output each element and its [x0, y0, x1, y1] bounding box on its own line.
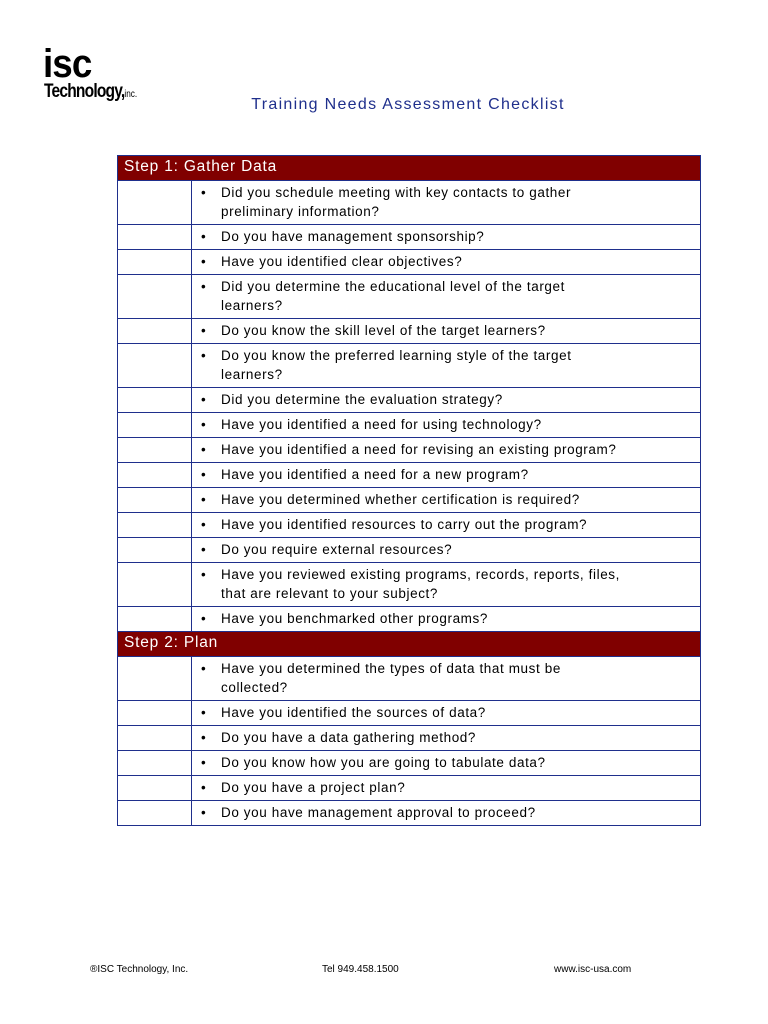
- checklist-item-text-line: Have you identified resources to carry out the program?: [221, 517, 588, 532]
- logo-technology-word: Technology,: [44, 81, 125, 102]
- checkbox-cell[interactable]: [118, 657, 192, 701]
- checklist-item: [192, 701, 700, 725]
- checkbox-cell[interactable]: [118, 563, 192, 607]
- question-cell: [192, 538, 701, 563]
- footer-phone: Tel 949.458.1500: [322, 964, 399, 975]
- checklist-item-text-line: learners?: [221, 367, 283, 382]
- checklist-row: [118, 463, 701, 488]
- question-cell: [192, 319, 701, 344]
- checklist-item: [192, 181, 700, 224]
- question-cell: [192, 250, 701, 275]
- checklist-row: [118, 701, 701, 726]
- bullet-icon: •: [201, 467, 207, 482]
- bullet-icon: •: [201, 279, 207, 294]
- logo-isc-text: isc: [43, 42, 92, 86]
- footer-website[interactable]: www.isc-usa.com: [554, 964, 632, 975]
- checklist-item: [192, 776, 700, 800]
- checklist-item: [192, 438, 700, 462]
- checklist-item-text-line: preliminary information?: [221, 204, 380, 219]
- checklist-item: [192, 751, 700, 775]
- checklist-item: [192, 463, 700, 487]
- bullet-icon: •: [201, 780, 207, 795]
- checklist-item: [192, 275, 700, 318]
- checklist-item-text-line: that are relevant to your subject?: [221, 586, 439, 601]
- checklist-row: [118, 413, 701, 438]
- checklist-row: [118, 751, 701, 776]
- checklist-item: [192, 657, 700, 700]
- bullet-icon: •: [201, 442, 207, 457]
- checklist-item: [192, 513, 700, 537]
- checklist-row: [118, 657, 701, 701]
- checklist-item-text-line: learners?: [221, 298, 283, 313]
- checklist-row: [118, 438, 701, 463]
- document-title: Training Needs Assessment Checklist: [251, 96, 565, 113]
- question-cell: [192, 563, 701, 607]
- question-cell: [192, 438, 701, 463]
- checklist-item-text-line: Do you have management sponsorship?: [221, 229, 485, 244]
- bullet-icon: •: [201, 730, 207, 745]
- checkbox-cell[interactable]: [118, 225, 192, 250]
- checklist-item-text-line: Did you schedule meeting with key contacts to gather: [221, 185, 572, 200]
- checklist-row: [118, 388, 701, 413]
- checklist-item: [192, 726, 700, 750]
- checklist-item: [192, 801, 700, 825]
- checklist-item-text-line: Do you have management approval to proceed?: [221, 805, 536, 820]
- checklist-item-text-line: Have you determined whether certification is required?: [221, 492, 580, 507]
- step-header-row: [118, 156, 701, 181]
- bullet-icon: •: [201, 805, 207, 820]
- checkbox-cell[interactable]: [118, 607, 192, 632]
- question-cell: [192, 225, 701, 250]
- checklist-row: [118, 319, 701, 344]
- question-cell: [192, 657, 701, 701]
- checklist-item-text-line: collected?: [221, 680, 288, 695]
- checklist-table: [117, 155, 701, 826]
- checklist-item-text-line: Did you determine the evaluation strategy?: [221, 392, 503, 407]
- step-header: Step 1: Gather Data: [118, 156, 701, 181]
- bullet-icon: •: [201, 611, 207, 626]
- bullet-icon: •: [201, 567, 207, 582]
- checkbox-cell[interactable]: [118, 250, 192, 275]
- checklist-item-text-line: Have you identified a need for a new program?: [221, 467, 529, 482]
- checklist-item: [192, 344, 700, 387]
- checklist-item: [192, 607, 700, 631]
- question-cell: [192, 513, 701, 538]
- checklist-item-text-line: Do you have a data gathering method?: [221, 730, 477, 745]
- question-cell: [192, 701, 701, 726]
- checklist-item-text-line: Have you determined the types of data that must be: [221, 661, 561, 676]
- step-header-row: [118, 632, 701, 657]
- question-cell: [192, 275, 701, 319]
- checkbox-cell[interactable]: [118, 801, 192, 826]
- checklist-row: [118, 250, 701, 275]
- checklist-item: [192, 563, 700, 606]
- checklist-item-text-line: Have you identified clear objectives?: [221, 254, 463, 269]
- checklist-item-text-line: Do you know the preferred learning style of the target: [221, 348, 572, 363]
- checkbox-cell[interactable]: [118, 701, 192, 726]
- checklist-row: [118, 607, 701, 632]
- checklist-item-text-line: Have you benchmarked other programs?: [221, 611, 488, 626]
- checklist-item-text-line: Do you know how you are going to tabulate data?: [221, 755, 546, 770]
- checklist-item: [192, 250, 700, 274]
- checklist-item: [192, 413, 700, 437]
- checklist-item-text-line: Did you determine the educational level of the target: [221, 279, 565, 294]
- question-cell: [192, 181, 701, 225]
- question-cell: [192, 344, 701, 388]
- checklist-row: [118, 801, 701, 826]
- checklist-item: [192, 488, 700, 512]
- checklist-item-text-line: Have you identified a need for revising an existing program?: [221, 442, 617, 457]
- checkbox-cell[interactable]: [118, 463, 192, 488]
- checkbox-cell[interactable]: [118, 438, 192, 463]
- checkbox-cell[interactable]: [118, 413, 192, 438]
- bullet-icon: •: [201, 254, 207, 269]
- checklist-item-text-line: Have you reviewed existing programs, records, reports, files,: [221, 567, 620, 582]
- footer-company: ®ISC Technology, Inc.: [90, 964, 189, 975]
- question-cell: [192, 751, 701, 776]
- bullet-icon: •: [201, 661, 207, 676]
- checklist-row: [118, 563, 701, 607]
- checklist-item-text-line: Do you know the skill level of the target learners?: [221, 323, 546, 338]
- checklist-row: [118, 181, 701, 225]
- checkbox-cell[interactable]: [118, 181, 192, 225]
- question-cell: [192, 776, 701, 801]
- question-cell: [192, 726, 701, 751]
- checkbox-cell[interactable]: [118, 319, 192, 344]
- checkbox-cell[interactable]: [118, 388, 192, 413]
- bullet-icon: •: [201, 492, 207, 507]
- checkbox-cell[interactable]: [118, 726, 192, 751]
- checkbox-cell[interactable]: [118, 776, 192, 801]
- checkbox-cell[interactable]: [118, 488, 192, 513]
- question-cell: [192, 607, 701, 632]
- checklist-row: [118, 513, 701, 538]
- checklist-row: [118, 726, 701, 751]
- checklist-item-text-line: Have you identified the sources of data?: [221, 705, 486, 720]
- question-cell: [192, 801, 701, 826]
- bullet-icon: •: [201, 229, 207, 244]
- checklist-row: [118, 538, 701, 563]
- checklist-item-text-line: Have you identified a need for using technology?: [221, 417, 542, 432]
- checkbox-cell[interactable]: [118, 275, 192, 319]
- checklist-row: [118, 275, 701, 319]
- bullet-icon: •: [201, 417, 207, 432]
- checklist-item: [192, 225, 700, 249]
- checklist-item: [192, 538, 700, 562]
- checkbox-cell[interactable]: [118, 344, 192, 388]
- checklist-item-text-line: Do you require external resources?: [221, 542, 453, 557]
- logo-inc-suffix: inc.: [124, 89, 138, 100]
- checklist-row: [118, 225, 701, 250]
- question-cell: [192, 488, 701, 513]
- checklist-row: [118, 344, 701, 388]
- checkbox-cell[interactable]: [118, 538, 192, 563]
- checklist-item: [192, 319, 700, 343]
- step-header: Step 2: Plan: [118, 632, 701, 657]
- checklist-row: [118, 488, 701, 513]
- checkbox-cell[interactable]: [118, 513, 192, 538]
- checklist-item-text-line: Do you have a project plan?: [221, 780, 406, 795]
- checklist-row: [118, 776, 701, 801]
- bullet-icon: •: [201, 185, 207, 200]
- bullet-icon: •: [201, 323, 207, 338]
- bullet-icon: •: [201, 348, 207, 363]
- bullet-icon: •: [201, 542, 207, 557]
- question-cell: [192, 463, 701, 488]
- bullet-icon: •: [201, 392, 207, 407]
- question-cell: [192, 388, 701, 413]
- checkbox-cell[interactable]: [118, 751, 192, 776]
- question-cell: [192, 413, 701, 438]
- bullet-icon: •: [201, 517, 207, 532]
- bullet-icon: •: [201, 705, 207, 720]
- bullet-icon: •: [201, 755, 207, 770]
- checklist-item: [192, 388, 700, 412]
